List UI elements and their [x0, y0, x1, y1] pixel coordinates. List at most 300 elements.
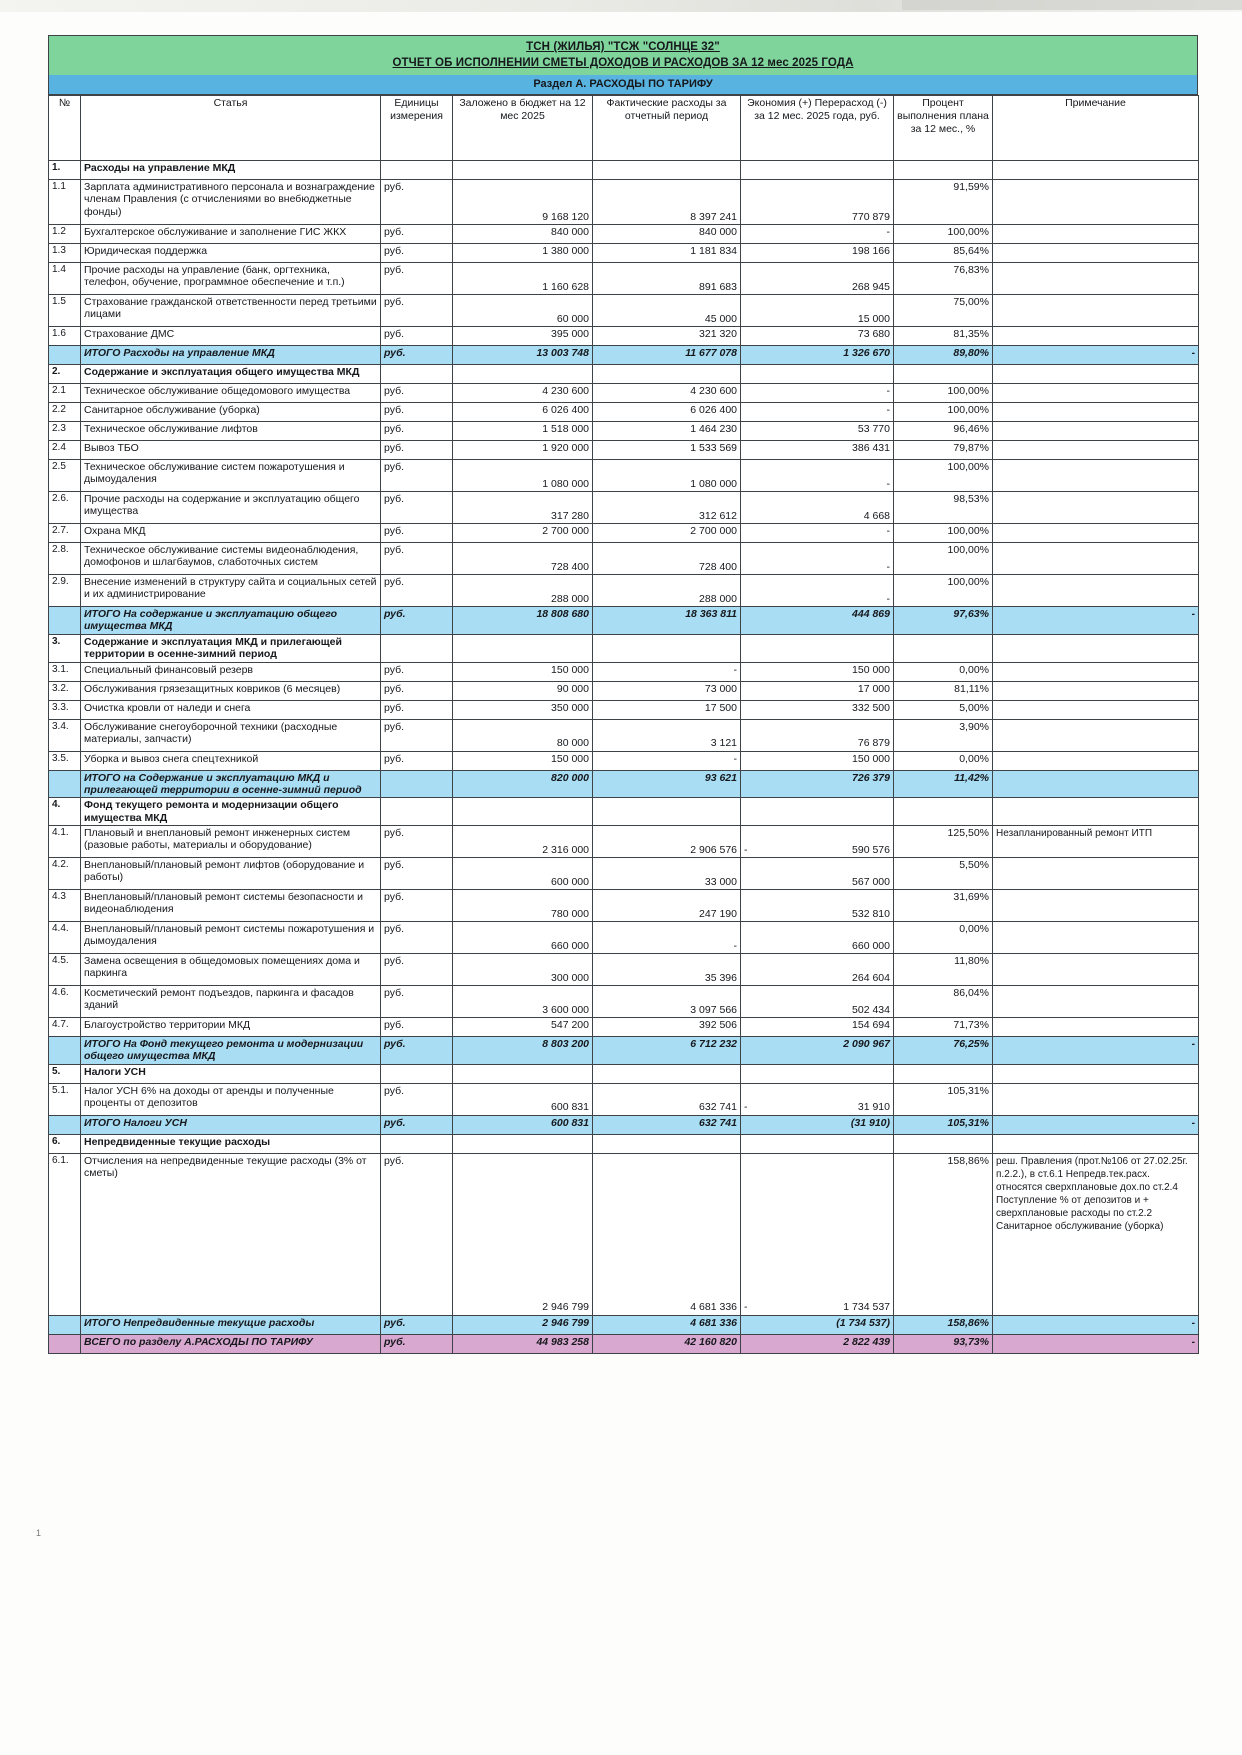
row-unit: руб.: [381, 751, 453, 770]
negative-sign: -: [744, 1101, 748, 1114]
row-number: 2.9.: [49, 575, 81, 607]
row-percent-value: 89,80%: [894, 346, 993, 365]
row-fact-value: 73 000: [593, 681, 741, 700]
row-unit: руб.: [381, 922, 453, 954]
row-number: [49, 770, 81, 798]
row-delta-value: [741, 634, 894, 662]
row-number: 1.: [49, 161, 81, 180]
row-percent-value: 0,00%: [894, 922, 993, 954]
row-delta-value: 2 090 967: [741, 1037, 894, 1065]
row-delta-value: 150 000: [741, 751, 894, 770]
table-row: [49, 403, 1199, 422]
row-item-name: Замена освещения в общедомовых помещениях дома и паркинга: [81, 954, 381, 986]
row-fact-value: 1 181 834: [593, 244, 741, 263]
row-note: [993, 1064, 1199, 1083]
row-plan-value: 150 000: [453, 751, 593, 770]
row-delta-value: [741, 826, 894, 858]
row-unit: руб.: [381, 1315, 453, 1334]
organization-title: ТСН (ЖИЛЬЯ) "ТСЖ "СОЛНЦЕ 32": [526, 41, 720, 53]
row-item-name: Косметический ремонт подъездов, паркинга и фасадов зданий: [81, 986, 381, 1018]
table-row: [49, 180, 1199, 225]
row-note: -: [993, 346, 1199, 365]
row-plan-value: 395 000: [453, 327, 593, 346]
row-plan-value: 3 600 000: [453, 986, 593, 1018]
row-percent-value: 0,00%: [894, 751, 993, 770]
table-row: [49, 770, 1199, 798]
row-note: [993, 751, 1199, 770]
row-percent-value: 100,00%: [894, 384, 993, 403]
row-item-name: ИТОГО Непредвиденные текущие расходы: [81, 1315, 381, 1334]
row-item-name: ВСЕГО по разделу А.РАСХОДЫ ПО ТАРИФУ: [81, 1334, 381, 1353]
row-unit: руб.: [381, 492, 453, 524]
row-item-name: Внеплановый/плановый ремонт лифтов (оборудование и работы): [81, 858, 381, 890]
row-note: [993, 1018, 1199, 1037]
row-note: [993, 422, 1199, 441]
row-note: -: [993, 1334, 1199, 1353]
row-unit: руб.: [381, 524, 453, 543]
row-percent-value: 85,64%: [894, 244, 993, 263]
row-delta-value: 770 879: [741, 180, 894, 225]
row-unit: руб.: [381, 346, 453, 365]
row-plan-value: 150 000: [453, 662, 593, 681]
row-fact-value: -: [593, 662, 741, 681]
row-delta-value: [741, 798, 894, 826]
row-plan-value: 44 983 258: [453, 1334, 593, 1353]
row-fact-value: 4 230 600: [593, 384, 741, 403]
row-percent-value: 93,73%: [894, 1334, 993, 1353]
row-percent-value: 158,86%: [894, 1153, 993, 1315]
row-fact-value: 17 500: [593, 700, 741, 719]
row-plan-value: 840 000: [453, 225, 593, 244]
row-item-name: ИТОГО на Содержание и эксплуатацию МКД и прилегающей территории в осенне-зимний период: [81, 770, 381, 798]
table-row: [49, 244, 1199, 263]
row-percent-value: 0,00%: [894, 662, 993, 681]
row-number: [49, 1315, 81, 1334]
row-unit: руб.: [381, 1115, 453, 1134]
row-percent-value: [894, 798, 993, 826]
row-fact-value: -: [593, 922, 741, 954]
row-note: [993, 365, 1199, 384]
row-unit: [381, 634, 453, 662]
row-percent-value: 105,31%: [894, 1115, 993, 1134]
row-item-name: Санитарное обслуживание (уборка): [81, 403, 381, 422]
row-item-name: Прочие расходы на управление (банк, оргтехника, телефон, обучение, программное обеспечение и т.п.): [81, 263, 381, 295]
row-delta-value: 150 000: [741, 662, 894, 681]
row-fact-value: 4 681 336: [593, 1315, 741, 1334]
row-note: [993, 662, 1199, 681]
row-unit: руб.: [381, 858, 453, 890]
row-plan-value: 13 003 748: [453, 346, 593, 365]
row-percent-value: 5,50%: [894, 858, 993, 890]
row-plan-value: 317 280: [453, 492, 593, 524]
row-delta-value: -: [741, 384, 894, 403]
row-delta-value: [741, 161, 894, 180]
table-row: [49, 575, 1199, 607]
row-unit: руб.: [381, 1334, 453, 1353]
row-unit: руб.: [381, 1153, 453, 1315]
row-fact-value: 632 741: [593, 1083, 741, 1115]
row-plan-value: 9 168 120: [453, 180, 593, 225]
row-unit: руб.: [381, 384, 453, 403]
table-header: [49, 96, 1199, 161]
table-body: [49, 161, 1199, 1354]
row-item-name: Расходы на управление МКД: [81, 161, 381, 180]
row-fact-value: [593, 161, 741, 180]
table-row: [49, 422, 1199, 441]
row-note: -: [993, 1115, 1199, 1134]
section-a-band: Раздел А. РАСХОДЫ ПО ТАРИФУ: [48, 75, 1198, 95]
negative-sign: -: [744, 843, 748, 856]
row-fact-value: 33 000: [593, 858, 741, 890]
row-plan-value: 1 518 000: [453, 422, 593, 441]
row-note: [993, 681, 1199, 700]
row-unit: руб.: [381, 575, 453, 607]
row-unit: руб.: [381, 441, 453, 460]
row-unit: руб.: [381, 700, 453, 719]
row-note: -: [993, 1037, 1199, 1065]
row-fact-value: 632 741: [593, 1115, 741, 1134]
row-plan-value: [453, 1064, 593, 1083]
row-percent-value: 31,69%: [894, 890, 993, 922]
row-unit: руб.: [381, 180, 453, 225]
row-delta-number: 1 734 537: [843, 1301, 890, 1314]
row-fact-value: 1 533 569: [593, 441, 741, 460]
row-note: [993, 1083, 1199, 1115]
row-unit: руб.: [381, 890, 453, 922]
table-row: [49, 1334, 1199, 1353]
row-unit: руб.: [381, 244, 453, 263]
row-note: [993, 719, 1199, 751]
row-number: 3.2.: [49, 681, 81, 700]
row-delta-value: (31 910): [741, 1115, 894, 1134]
row-fact-value: [593, 1134, 741, 1153]
col-header-fact: Фактические расходы за отчетный период: [593, 96, 741, 161]
table-row: [49, 327, 1199, 346]
col-header-item: Статья: [81, 96, 381, 161]
row-unit: [381, 798, 453, 826]
row-note: -: [993, 1315, 1199, 1334]
row-note: Незапланированный ремонт ИТП: [993, 826, 1199, 858]
row-delta-value: -: [741, 524, 894, 543]
row-number: 3.4.: [49, 719, 81, 751]
row-item-name: Содержание и эксплуатация общего имущества МКД: [81, 365, 381, 384]
row-unit: руб.: [381, 263, 453, 295]
row-number: 2.1: [49, 384, 81, 403]
row-note: [993, 441, 1199, 460]
row-note: [993, 798, 1199, 826]
row-percent-value: 100,00%: [894, 460, 993, 492]
row-item-name: Техническое обслуживание общедомового имущества: [81, 384, 381, 403]
table-row: [49, 161, 1199, 180]
scan-corner-shading: [902, 0, 1242, 10]
table-row: [49, 826, 1199, 858]
row-plan-value: 2 946 799: [453, 1153, 593, 1315]
row-note: -: [993, 607, 1199, 635]
row-item-name: Страхование ДМС: [81, 327, 381, 346]
row-delta-value: [741, 1134, 894, 1153]
table-row: [49, 1315, 1199, 1334]
row-percent-value: 100,00%: [894, 403, 993, 422]
row-item-name: Зарплата административного персонала и вознаграждение членам Правления (с отчислениями во внебюджетные фонды): [81, 180, 381, 225]
row-delta-value: 73 680: [741, 327, 894, 346]
row-delta-value: 53 770: [741, 422, 894, 441]
row-note: [993, 327, 1199, 346]
row-plan-value: 1 380 000: [453, 244, 593, 263]
col-header-num: №: [49, 96, 81, 161]
row-percent-value: 81,35%: [894, 327, 993, 346]
row-plan-value: 6 026 400: [453, 403, 593, 422]
row-number: 6.: [49, 1134, 81, 1153]
row-fact-value: 45 000: [593, 295, 741, 327]
row-number: 1.6: [49, 327, 81, 346]
table-row: [49, 543, 1199, 575]
row-item-name: Фонд текущего ремонта и модернизации общего имущества МКД: [81, 798, 381, 826]
row-fact-value: 8 397 241: [593, 180, 741, 225]
table-row: [49, 751, 1199, 770]
row-fact-value: 891 683: [593, 263, 741, 295]
table-row: [49, 890, 1199, 922]
row-delta-value: 660 000: [741, 922, 894, 954]
row-plan-value: 8 803 200: [453, 1037, 593, 1065]
row-fact-value: 288 000: [593, 575, 741, 607]
row-unit: [381, 1064, 453, 1083]
row-plan-value: [453, 1134, 593, 1153]
table-row: [49, 986, 1199, 1018]
row-fact-value: 4 681 336: [593, 1153, 741, 1315]
row-item-name: Благоустройство территории МКД: [81, 1018, 381, 1037]
row-item-name: Обслуживания грязезащитных ковриков (6 месяцев): [81, 681, 381, 700]
row-item-name: Охрана МКД: [81, 524, 381, 543]
row-number: [49, 607, 81, 635]
row-item-name: Внеплановый/плановый ремонт системы безопасности и видеонаблюдения: [81, 890, 381, 922]
row-item-name: Отчисления на непредвиденные текущие расходы (3% от сметы): [81, 1153, 381, 1315]
row-percent-value: 76,83%: [894, 263, 993, 295]
row-item-name: Налог УСН 6% на доходы от аренды и полученные проценты от депозитов: [81, 1083, 381, 1115]
table-row: [49, 524, 1199, 543]
row-percent-value: 76,25%: [894, 1037, 993, 1065]
row-number: 4.5.: [49, 954, 81, 986]
row-plan-value: [453, 634, 593, 662]
row-percent-value: 81,11%: [894, 681, 993, 700]
row-delta-value: [741, 365, 894, 384]
row-percent-value: 91,59%: [894, 180, 993, 225]
table-row: [49, 441, 1199, 460]
page-footer-mark: 1: [36, 1528, 42, 1538]
table-row: [49, 1083, 1199, 1115]
row-percent-value: 86,04%: [894, 986, 993, 1018]
row-note: [993, 460, 1199, 492]
row-delta-value: 198 166: [741, 244, 894, 263]
row-delta-value: -: [741, 575, 894, 607]
row-unit: руб.: [381, 719, 453, 751]
report-sheet: [48, 35, 1198, 1354]
row-percent-value: [894, 1064, 993, 1083]
col-header-plan: Заложено в бюджет на 12 мес 2025: [453, 96, 593, 161]
row-unit: руб.: [381, 225, 453, 244]
row-delta-value: 268 945: [741, 263, 894, 295]
row-number: 3.3.: [49, 700, 81, 719]
col-header-unit: Единицы измерения: [381, 96, 453, 161]
row-item-name: Техническое обслуживание системы видеонаблюдения, домофонов и шлагбаумов, слаботочных систем: [81, 543, 381, 575]
row-unit: руб.: [381, 403, 453, 422]
row-delta-value: 264 604: [741, 954, 894, 986]
row-plan-value: 2 316 000: [453, 826, 593, 858]
row-unit: [381, 1134, 453, 1153]
table-row: [49, 1018, 1199, 1037]
row-item-name: Вывоз ТБО: [81, 441, 381, 460]
row-percent-value: 105,31%: [894, 1083, 993, 1115]
table-row: [49, 1115, 1199, 1134]
table-row: [49, 700, 1199, 719]
table-row: [49, 634, 1199, 662]
row-number: 1.2: [49, 225, 81, 244]
row-number: 2.4: [49, 441, 81, 460]
row-item-name: Юридическая поддержка: [81, 244, 381, 263]
table-row: [49, 1064, 1199, 1083]
row-fact-value: -: [593, 751, 741, 770]
row-plan-value: 1 080 000: [453, 460, 593, 492]
row-delta-value: 332 500: [741, 700, 894, 719]
row-number: 4.: [49, 798, 81, 826]
expenses-table: [48, 95, 1199, 1354]
table-row: [49, 719, 1199, 751]
row-fact-value: 18 363 811: [593, 607, 741, 635]
row-number: 4.7.: [49, 1018, 81, 1037]
row-percent-value: 100,00%: [894, 524, 993, 543]
row-number: 2.8.: [49, 543, 81, 575]
row-percent-value: 100,00%: [894, 543, 993, 575]
row-fact-value: 1 464 230: [593, 422, 741, 441]
row-item-name: Непредвиденные текущие расходы: [81, 1134, 381, 1153]
row-note: [993, 700, 1199, 719]
row-delta-value: 17 000: [741, 681, 894, 700]
row-percent-value: 79,87%: [894, 441, 993, 460]
row-fact-value: 728 400: [593, 543, 741, 575]
table-row: [49, 1134, 1199, 1153]
row-fact-value: 2 700 000: [593, 524, 741, 543]
row-note: [993, 295, 1199, 327]
row-note: [993, 225, 1199, 244]
row-note: [993, 161, 1199, 180]
row-unit: руб.: [381, 954, 453, 986]
row-delta-value: [741, 1083, 894, 1115]
row-plan-value: 300 000: [453, 954, 593, 986]
row-percent-value: 100,00%: [894, 225, 993, 244]
col-header-pct: Процент выполнения плана за 12 мес., %: [894, 96, 993, 161]
row-delta-value: -: [741, 225, 894, 244]
table-row: [49, 798, 1199, 826]
row-fact-value: 93 621: [593, 770, 741, 798]
row-delta-value: 4 668: [741, 492, 894, 524]
row-item-name: ИТОГО На Фонд текущего ремонта и модернизации общего имущества МКД: [81, 1037, 381, 1065]
row-plan-value: 60 000: [453, 295, 593, 327]
row-unit: руб.: [381, 826, 453, 858]
row-item-name: ИТОГО На содержание и эксплуатацию общего имущества МКД: [81, 607, 381, 635]
row-number: 4.3: [49, 890, 81, 922]
row-percent-value: 97,63%: [894, 607, 993, 635]
row-item-name: Обслуживание снегоуборочной техники (расходные материалы, запчасти): [81, 719, 381, 751]
row-item-name: Прочие расходы на содержание и эксплуатацию общего имущества: [81, 492, 381, 524]
row-item-name: Уборка и вывоз снега спецтехникой: [81, 751, 381, 770]
row-percent-value: 98,53%: [894, 492, 993, 524]
table-row: [49, 662, 1199, 681]
table-row: [49, 365, 1199, 384]
row-delta-value: [741, 1064, 894, 1083]
row-delta-value: 2 822 439: [741, 1334, 894, 1353]
row-number: 3.5.: [49, 751, 81, 770]
row-delta-value: 154 694: [741, 1018, 894, 1037]
row-unit: руб.: [381, 1083, 453, 1115]
document-title-band: [48, 35, 1198, 75]
row-delta-value: 1 326 670: [741, 346, 894, 365]
row-delta-value: 386 431: [741, 441, 894, 460]
table-row: [49, 295, 1199, 327]
row-percent-value: 11,42%: [894, 770, 993, 798]
row-plan-value: 547 200: [453, 1018, 593, 1037]
row-note: [993, 180, 1199, 225]
row-delta-value: 76 879: [741, 719, 894, 751]
row-fact-value: [593, 798, 741, 826]
row-number: 4.1.: [49, 826, 81, 858]
row-percent-value: 158,86%: [894, 1315, 993, 1334]
row-note: [993, 770, 1199, 798]
row-number: 1.4: [49, 263, 81, 295]
row-unit: руб.: [381, 681, 453, 700]
row-number: [49, 1037, 81, 1065]
table-row: [49, 225, 1199, 244]
row-item-name: Налоги УСН: [81, 1064, 381, 1083]
row-fact-value: 321 320: [593, 327, 741, 346]
row-fact-value: 35 396: [593, 954, 741, 986]
row-percent-value: 3,90%: [894, 719, 993, 751]
row-note: [993, 492, 1199, 524]
row-number: 2.3: [49, 422, 81, 441]
row-fact-value: 3 121: [593, 719, 741, 751]
row-percent-value: [894, 634, 993, 662]
negative-sign: -: [744, 1301, 748, 1314]
row-item-name: Очистка кровли от наледи и снега: [81, 700, 381, 719]
row-note: [993, 384, 1199, 403]
row-number: 6.1.: [49, 1153, 81, 1315]
row-percent-value: 71,73%: [894, 1018, 993, 1037]
row-unit: [381, 365, 453, 384]
row-note: реш. Правления (прот.№106 от 27.02.25г. п.2.2.), в ст.6.1 Непредв.тек.расх. относятся сверхплановые дох.по ст.2.4 Поступление % от депозитов и + сверхплановые расходы по ст.2.2 Санитарное обслуживание (уборка): [993, 1153, 1199, 1315]
row-delta-value: 502 434: [741, 986, 894, 1018]
row-number: 1.3: [49, 244, 81, 263]
table-row: [49, 681, 1199, 700]
table-row: [49, 460, 1199, 492]
row-item-name: Техническое обслуживание лифтов: [81, 422, 381, 441]
row-plan-value: 600 000: [453, 858, 593, 890]
row-plan-value: 728 400: [453, 543, 593, 575]
table-row: [49, 1037, 1199, 1065]
col-header-note: Примечание: [993, 96, 1199, 161]
header-row: [49, 96, 1199, 161]
table-row: [49, 384, 1199, 403]
row-delta-value: -: [741, 403, 894, 422]
row-unit: руб.: [381, 662, 453, 681]
row-fact-value: 1 080 000: [593, 460, 741, 492]
row-note: [993, 634, 1199, 662]
row-fact-value: 11 677 078: [593, 346, 741, 365]
row-note: [993, 858, 1199, 890]
row-note: [993, 1134, 1199, 1153]
row-plan-value: 600 831: [453, 1115, 593, 1134]
row-plan-value: 2 700 000: [453, 524, 593, 543]
row-delta-value: 726 379: [741, 770, 894, 798]
row-delta-value: -: [741, 460, 894, 492]
row-fact-value: 2 906 576: [593, 826, 741, 858]
